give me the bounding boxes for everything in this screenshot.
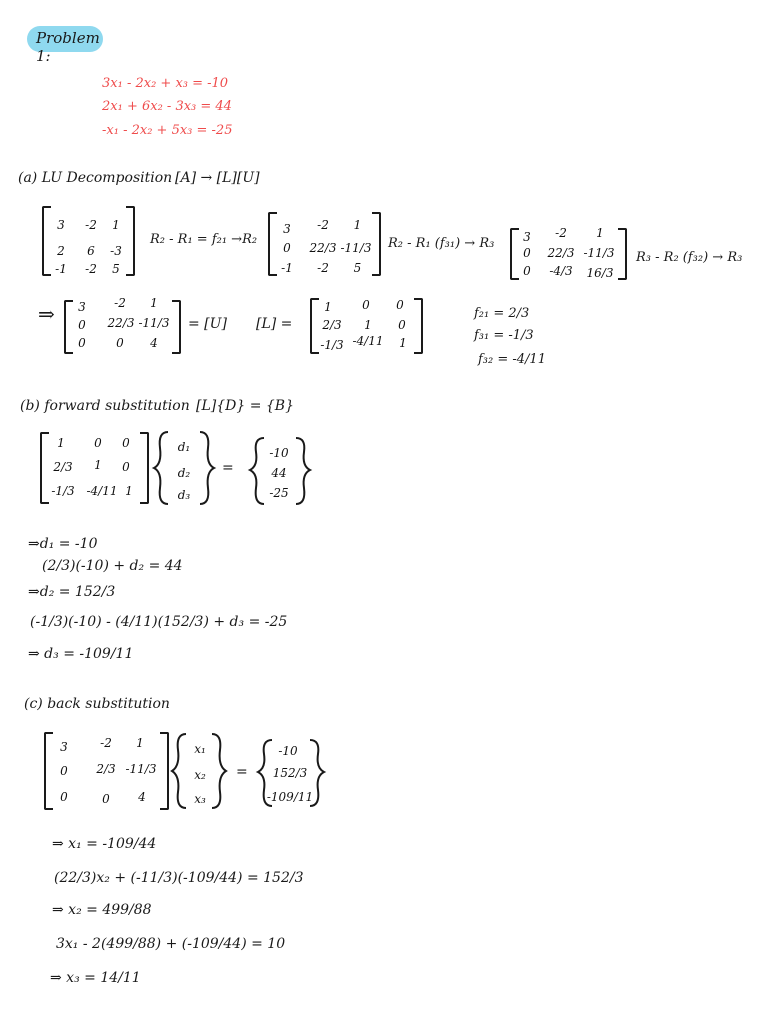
- matrix-cell: 0: [122, 460, 130, 474]
- matrix-cell: -11/3: [138, 316, 170, 330]
- matrix-cell: -1: [55, 262, 67, 276]
- vector-x-2: x₂: [194, 768, 206, 782]
- bracket-right: [172, 300, 181, 354]
- matrix-cell: 0: [362, 298, 370, 312]
- matrix-cell: 1: [364, 318, 372, 332]
- matrix-cell: 0: [60, 790, 68, 804]
- matrix-cell: -2: [317, 261, 329, 275]
- vector-x-1: x₁: [194, 742, 206, 756]
- step-d2-eq: (2/3)(-10) + d₂ = 44: [42, 558, 183, 574]
- matrix-cell: 1: [399, 336, 407, 350]
- part-c-heading: (c) back substitution: [24, 696, 170, 712]
- step-d1: ⇒d₁ = -10: [28, 536, 98, 552]
- step-d3: ⇒ d₃ = -109/11: [28, 646, 134, 662]
- matrix-cell: -2: [85, 262, 97, 276]
- matrix-cell: -11/3: [340, 241, 372, 255]
- left-brace: [152, 430, 172, 506]
- matrix-cell: 1: [136, 736, 144, 750]
- matrix-cell: 0: [78, 336, 86, 350]
- matrix-cell: -1/3: [51, 484, 75, 498]
- step-x2: ⇒ x₂ = 499/88: [52, 902, 152, 918]
- row-op-2: R₂ - R₁ (f₃₁) → R₃: [388, 236, 495, 251]
- matrix-cell: -11/3: [125, 762, 157, 776]
- step-d2: ⇒d₂ = 152/3: [28, 584, 116, 600]
- matrix-cell: 0: [60, 764, 68, 778]
- right-brace: [292, 436, 312, 506]
- matrix-cell: 22/3: [309, 241, 337, 255]
- matrix-cell: -2: [555, 226, 567, 240]
- matrix-cell: 2/3: [53, 460, 73, 474]
- matrix-cell: 4: [150, 336, 158, 350]
- matrix-cell: 4: [138, 790, 146, 804]
- matrix-cell: 5: [112, 262, 120, 276]
- vector-d-1: -10: [278, 744, 298, 758]
- matrix-cell: 0: [523, 264, 531, 278]
- bracket-right: [126, 206, 135, 276]
- matrix-cell: -1/3: [320, 338, 344, 352]
- part-b-heading-rhs: [L]{D} = {B}: [196, 398, 294, 414]
- matrix-cell: 1: [596, 226, 604, 240]
- matrix-cell: 2/3: [96, 762, 116, 776]
- matrix-cell: -2: [85, 218, 97, 232]
- vector-x-3: x₃: [194, 792, 206, 806]
- part-b-heading: (b) forward substitution: [20, 398, 190, 414]
- bracket-right: [414, 298, 423, 354]
- matrix-cell: 3: [523, 230, 531, 244]
- matrix-cell: 3: [78, 300, 86, 314]
- bracket-right: [618, 228, 627, 280]
- matrix-cell: 1: [353, 218, 362, 232]
- factor-f21: f₂₁ = 2/3: [474, 306, 530, 321]
- bracket-right: [372, 212, 381, 276]
- matrix-cell: 1: [57, 436, 65, 450]
- equation-1: 3x₁ - 2x₂ + x₃ = -10: [102, 76, 229, 91]
- vector-d-3: -109/11: [266, 790, 314, 804]
- vector-d-2: 152/3: [272, 766, 308, 780]
- matrix-cell: 1: [125, 484, 133, 498]
- l-label: [L] =: [256, 316, 293, 332]
- matrix-cell: -4/11: [86, 484, 118, 498]
- matrix-cell: 3: [283, 222, 291, 236]
- equals-sign: =: [236, 764, 248, 780]
- matrix-cell: 16/3: [586, 266, 614, 280]
- part-a-heading-rhs: [A] → [L][U]: [175, 170, 260, 186]
- matrix-cell: 0: [523, 246, 531, 260]
- matrix-cell: 0: [396, 298, 404, 312]
- matrix-cell: 0: [398, 318, 406, 332]
- matrix-cell: -4/11: [352, 334, 384, 348]
- bracket-right: [160, 732, 169, 810]
- matrix-cell: 6: [87, 244, 95, 258]
- matrix-cell: 0: [122, 436, 130, 450]
- factor-f31: f₃₁ = -1/3: [474, 328, 534, 343]
- step-x1: ⇒ x₁ = -109/44: [52, 836, 157, 852]
- matrix-cell: 2: [57, 244, 65, 258]
- factor-f32: f₃₂ = -4/11: [478, 352, 546, 367]
- vector-b-2: 44: [271, 466, 287, 480]
- left-brace: [170, 732, 190, 810]
- matrix-cell: -2: [114, 296, 126, 310]
- row-op-1: R₂ - R₁ = f₂₁ →R₂: [150, 232, 258, 247]
- matrix-cell: 0: [116, 336, 124, 350]
- right-brace: [196, 430, 216, 506]
- matrix-cell: 5: [353, 261, 362, 275]
- equation-3: -x₁ - 2x₂ + 5x₃ = -25: [102, 123, 233, 138]
- right-brace: [306, 738, 326, 808]
- step-d3-eq: (-1/3)(-10) - (4/11)(152/3) + d₃ = -25: [30, 614, 288, 630]
- page-title: Problem 1:: [36, 29, 100, 65]
- matrix-cell: 22/3: [547, 246, 575, 260]
- matrix-cell: -3: [110, 244, 122, 258]
- matrix-cell: -1: [281, 261, 293, 275]
- row-op-3: R₃ - R₂ (f₃₂) → R₃: [636, 250, 743, 265]
- matrix-cell: 1: [94, 458, 102, 472]
- bracket-right: [140, 432, 149, 504]
- implies-arrow: ⇒: [38, 302, 55, 326]
- matrix-cell: -11/3: [583, 246, 615, 260]
- matrix-cell: 1: [112, 218, 120, 232]
- matrix-cell: -2: [100, 736, 112, 750]
- matrix-cell: 0: [78, 318, 86, 332]
- matrix-cell: 22/3: [107, 316, 135, 330]
- vector-b-1: -10: [269, 446, 289, 460]
- matrix-cell: 3: [57, 218, 65, 232]
- title-badge: [27, 26, 103, 65]
- matrix-cell: -4/3: [549, 264, 573, 278]
- step-x3: ⇒ x₃ = 14/11: [50, 970, 141, 986]
- matrix-cell: -2: [317, 218, 329, 232]
- equals-u: = [U]: [188, 316, 227, 332]
- matrix-cell: 0: [102, 792, 110, 806]
- vector-b-3: -25: [269, 486, 289, 500]
- matrix-cell: 3: [60, 740, 68, 754]
- equals-sign: =: [222, 460, 234, 476]
- matrix-cell: 1: [324, 300, 332, 314]
- vector-d-2: d₂: [177, 466, 191, 480]
- equation-2: 2x₁ + 6x₂ - 3x₃ = 44: [102, 99, 232, 114]
- part-a-heading: (a) LU Decomposition: [18, 170, 173, 186]
- matrix-cell: 0: [283, 241, 291, 255]
- bracket-left: [44, 732, 53, 810]
- right-brace: [208, 732, 228, 810]
- matrix-cell: 2/3: [322, 318, 342, 332]
- matrix-cell: 0: [94, 436, 102, 450]
- step-x2-eq: (22/3)x₂ + (-11/3)(-109/44) = 152/3: [54, 870, 304, 886]
- vector-d-1: d₁: [177, 440, 191, 454]
- step-x3-eq: 3x₁ - 2(499/88) + (-109/44) = 10: [56, 936, 286, 952]
- matrix-cell: 1: [150, 296, 158, 310]
- vector-d-3: d₃: [177, 488, 191, 502]
